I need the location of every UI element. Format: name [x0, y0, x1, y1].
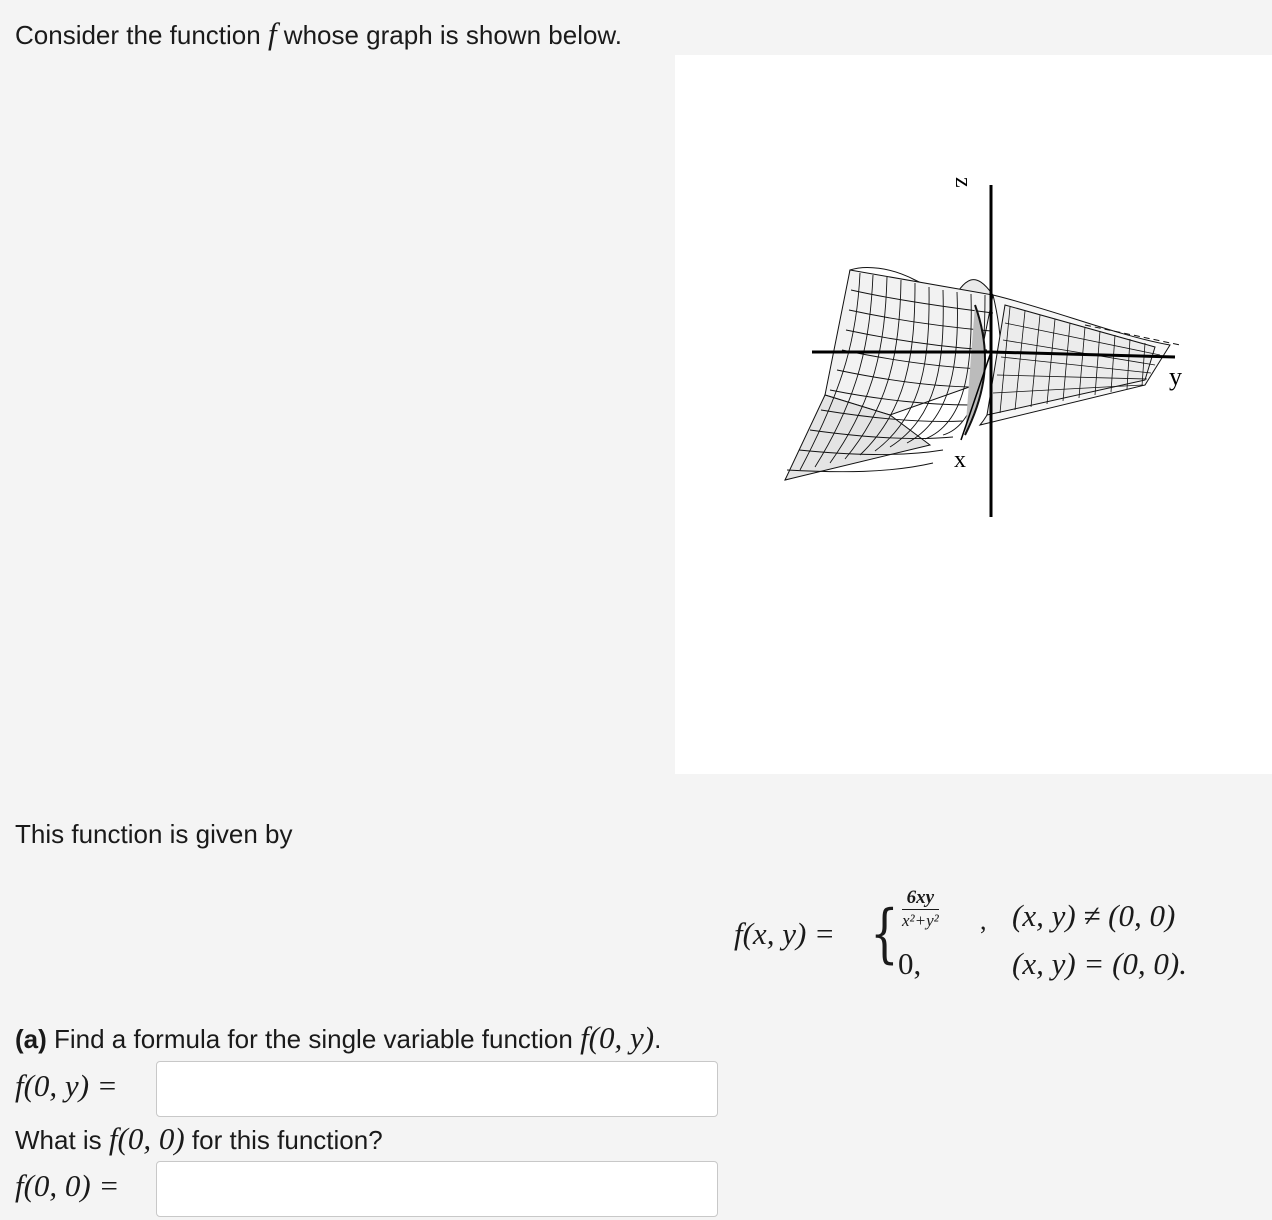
fraction-bar — [902, 909, 939, 910]
answer-f00-label: f(0, 0) = — [15, 1168, 120, 1203]
question-f00-math: f(0, 0) — [108, 1121, 185, 1156]
part-a-math: f(0, y) — [580, 1020, 655, 1055]
case1-condition: (x, y) ≠ (0, 0) — [1012, 898, 1176, 933]
formula-lhs: f(x, y) = — [734, 916, 835, 951]
surface-graph — [675, 55, 1272, 774]
function-symbol: f — [267, 16, 277, 51]
z-axis-label: z — [950, 177, 976, 188]
surface-plot-svg — [675, 55, 1272, 774]
question-f00: What is f(0, 0) for this function? — [15, 1121, 383, 1156]
case2-condition: (x, y) = (0, 0). — [1012, 946, 1187, 981]
case2-value: 0, — [898, 946, 922, 981]
given-text: This function is given by — [15, 819, 293, 849]
answer-f00-input[interactable] — [156, 1161, 718, 1217]
intro-text: Consider the function f whose graph is shown below. — [15, 16, 622, 51]
y-axis-label: y — [1169, 362, 1182, 391]
part-a-label: (a) — [15, 1024, 47, 1054]
case1-comma: , — [980, 906, 987, 935]
fraction-numerator: 6xy — [906, 887, 935, 908]
formula-fraction — [902, 888, 939, 931]
x-axis-label: x — [954, 447, 966, 473]
part-a-question: (a) Find a formula for the single variable function f(0, y). — [15, 1020, 662, 1055]
answer-fy-label: f(0, y) = — [15, 1068, 118, 1103]
fraction-denominator: x²+y² — [902, 911, 939, 930]
answer-fy-input[interactable] — [156, 1061, 718, 1117]
formula-brace: { — [870, 897, 899, 971]
piecewise-formula — [734, 884, 1254, 989]
